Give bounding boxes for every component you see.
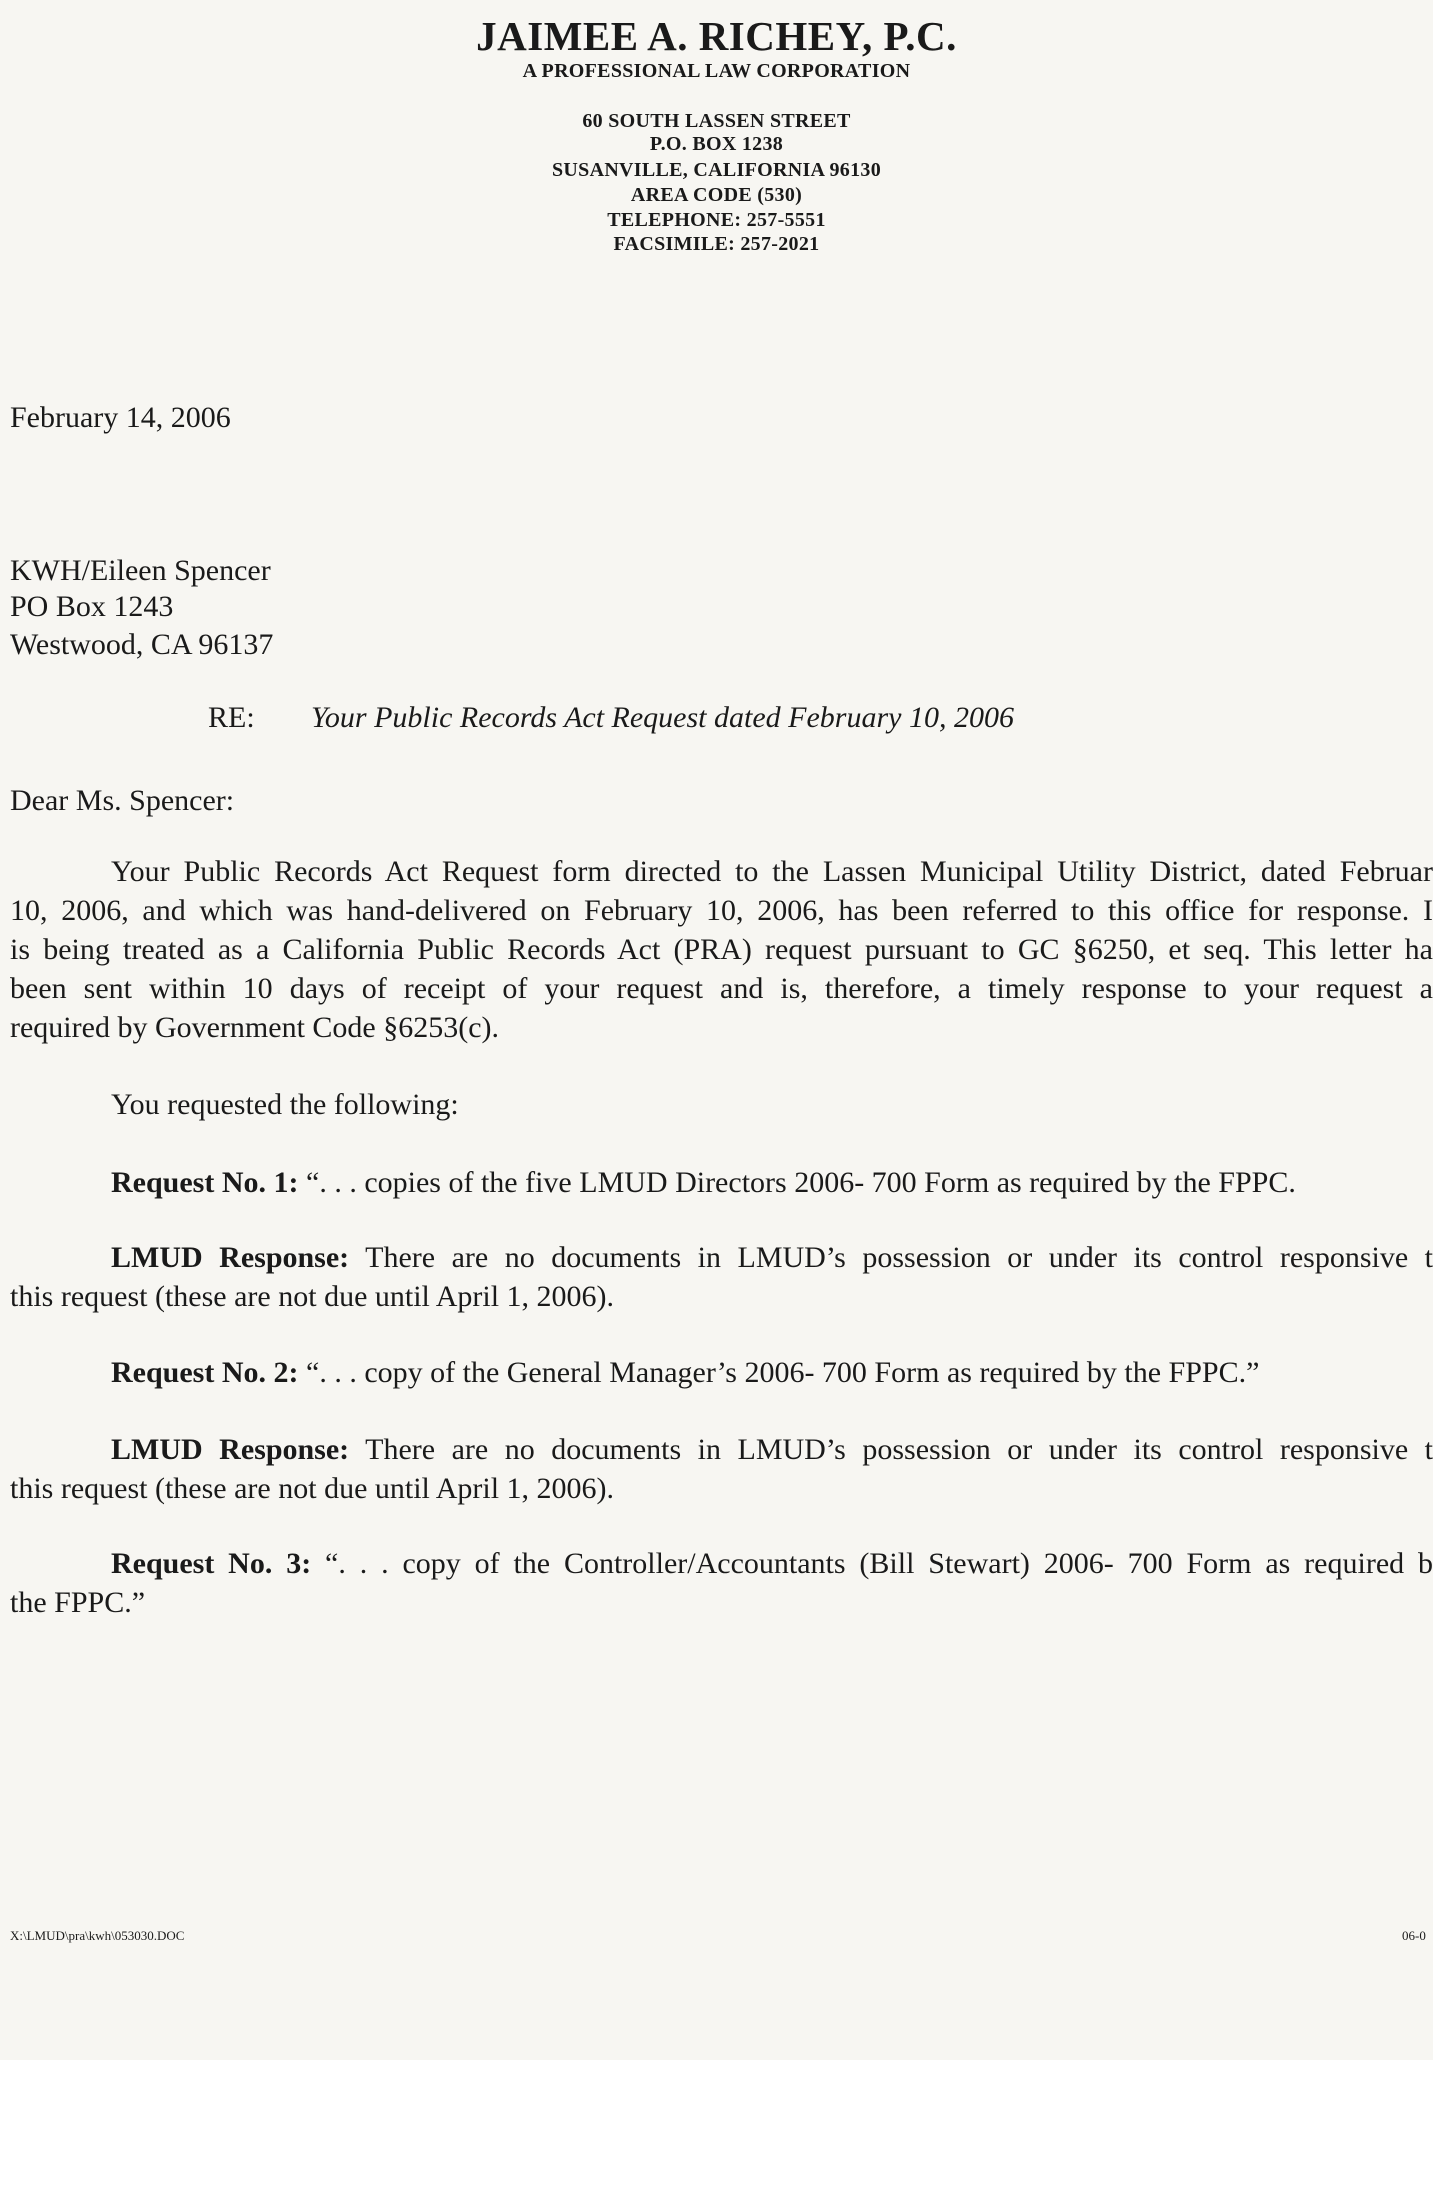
firm-subtitle: A PROFESSIONAL LAW CORPORATION xyxy=(522,60,911,82)
request-2 xyxy=(10,1353,1433,1392)
footer-page-code: 06-0 xyxy=(1402,1928,1426,1943)
address-street: 60 SOUTH LASSEN STREET xyxy=(582,110,851,132)
response-1 xyxy=(10,1238,1433,1316)
requested-following: You requested the following: xyxy=(111,1088,459,1121)
scan-blank-area xyxy=(0,2060,1433,2200)
firm-name: JAIMEE A. RICHEY, P.C. xyxy=(476,13,957,59)
re-label: RE: xyxy=(208,701,255,734)
request-3 xyxy=(10,1544,1433,1622)
request-3-label: Request No. 3: xyxy=(111,1547,312,1580)
response-2 xyxy=(10,1430,1433,1508)
response-2-text: There are no documents in LMUD’s possession or under its control responsive t xyxy=(349,1433,1433,1466)
response-2-text-line2: this request (these are not due until April 1, 2006). xyxy=(10,1472,615,1505)
address-telephone: TELEPHONE: 257-5551 xyxy=(607,209,826,231)
address-facsimile: FACSIMILE: 257-2021 xyxy=(613,233,820,255)
intro-line: is being treated as a California Public Records Act (PRA) request pursuant to GC §6250, et seq. This letter ha xyxy=(10,933,1433,966)
re-subject: Your Public Records Act Request dated February 10, 2006 xyxy=(311,701,1014,734)
response-1-text-line2: this request (these are not due until April 1, 2006). xyxy=(10,1280,615,1313)
address-city: SUSANVILLE, CALIFORNIA 96130 xyxy=(551,159,881,181)
request-3-text: “. . . copy of the Controller/Accountants (Bill Stewart) 2006- 700 Form as required b xyxy=(311,1547,1433,1580)
salutation: Dear Ms. Spencer: xyxy=(10,784,235,817)
intro-line: required by Government Code §6253(c). xyxy=(10,1011,500,1044)
recipient-address: PO Box 1243 xyxy=(10,590,174,623)
recipient-name: KWH/Eileen Spencer xyxy=(10,554,271,587)
intro-line: Your Public Records Act Request form directed to the Lassen Municipal Utility District, dated Februar xyxy=(111,855,1433,888)
response-1-label: LMUD Response: xyxy=(111,1241,350,1274)
request-1 xyxy=(10,1163,1433,1202)
address-po-box: P.O. BOX 1238 xyxy=(649,133,784,155)
intro-line: been sent within 10 days of receipt of your request and is, therefore, a timely response to your request a xyxy=(10,972,1433,1005)
intro-line: 10, 2006, and which was hand-delivered on February 10, 2006, has been referred to this office for response. I xyxy=(10,894,1433,927)
response-1-text: There are no documents in LMUD’s possession or under its control responsive t xyxy=(349,1241,1433,1274)
address-area-code: AREA CODE (530) xyxy=(630,184,803,206)
footer-file-path: X:\LMUD\pra\kwh\053030.DOC xyxy=(10,1928,185,1943)
request-2-text: “. . . copy of the General Manager’s 2006- 700 Form as required by the FPPC.” xyxy=(298,1356,1260,1389)
request-3-text-line2: the FPPC.” xyxy=(10,1586,146,1619)
request-1-text: “. . . copies of the five LMUD Directors 2006- 700 Form as required by the FPPC. xyxy=(298,1166,1296,1199)
letter-date: February 14, 2006 xyxy=(10,401,231,434)
intro-paragraph xyxy=(10,852,1433,1047)
recipient-city: Westwood, CA 96137 xyxy=(10,628,274,661)
request-1-label: Request No. 1: xyxy=(111,1166,299,1199)
request-2-label: Request No. 2: xyxy=(111,1356,299,1389)
response-2-label: LMUD Response: xyxy=(111,1433,350,1466)
